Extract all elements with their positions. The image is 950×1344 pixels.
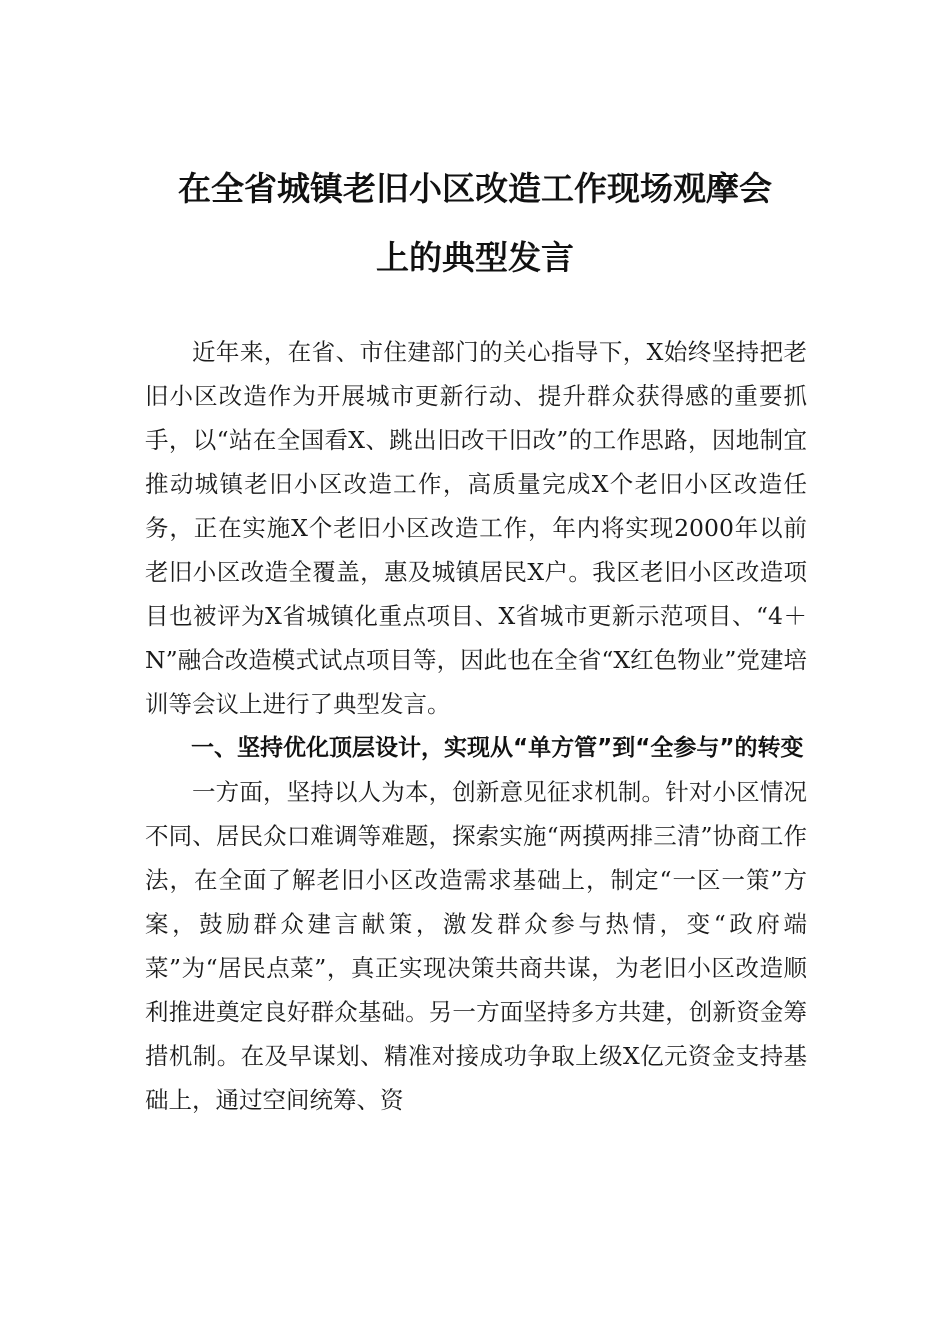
section-1-paragraph: 一方面，坚持以人为本，创新意见征求机制。针对小区情况不同、居民众口难调等难题，探索实施“两摸两排三清”协商工作法，在全面了解老旧小区改造需求基础上，制定“一区一策”方案，鼓励群众建言献策，激发群众参与热情，变“政府端菜”为“居民点菜”，真正实现决策共商共谋，为老旧小区改造顺利推进奠定良好群众基础。另一方面坚持多方共建，创新资金筹措机制。在及早谋划、精准对接成功争取上级X亿元资金支持基础上，通过空间统筹、资 bbox=[145, 778, 807, 1114]
document-title-line-2: 上的典型发言 bbox=[376, 238, 574, 277]
section-heading-1: 一、坚持优化顶层设计，实现从“单方管”到“全参与”的转变 bbox=[191, 735, 804, 761]
intro-paragraph: 近年来，在省、市住建部门的关心指导下，X始终坚持把老旧小区改造作为开展城市更新行动、提升群众获得感的重要抓手，以“站在全国看X、跳出旧改干旧改”的工作思路，因地制宜推动城镇老旧小区改造工作，高质量完成X个老旧小区改造任务，正在实施X个老旧小区改造工作，年内将实现2000年以前老旧小区改造全覆盖，惠及城镇居民X户。我区老旧小区改造项目也被评为X省城镇化重点项目、X省城市更新示范项目、“4＋N”融合改造模式试点项目等，因此也在全省“X红色物业”党建培训等会议上进行了典型发言。 bbox=[145, 338, 807, 718]
document-body bbox=[145, 330, 807, 1122]
document-title-line-1: 在全省城镇老旧小区改造工作现场观摩会 bbox=[178, 169, 772, 208]
